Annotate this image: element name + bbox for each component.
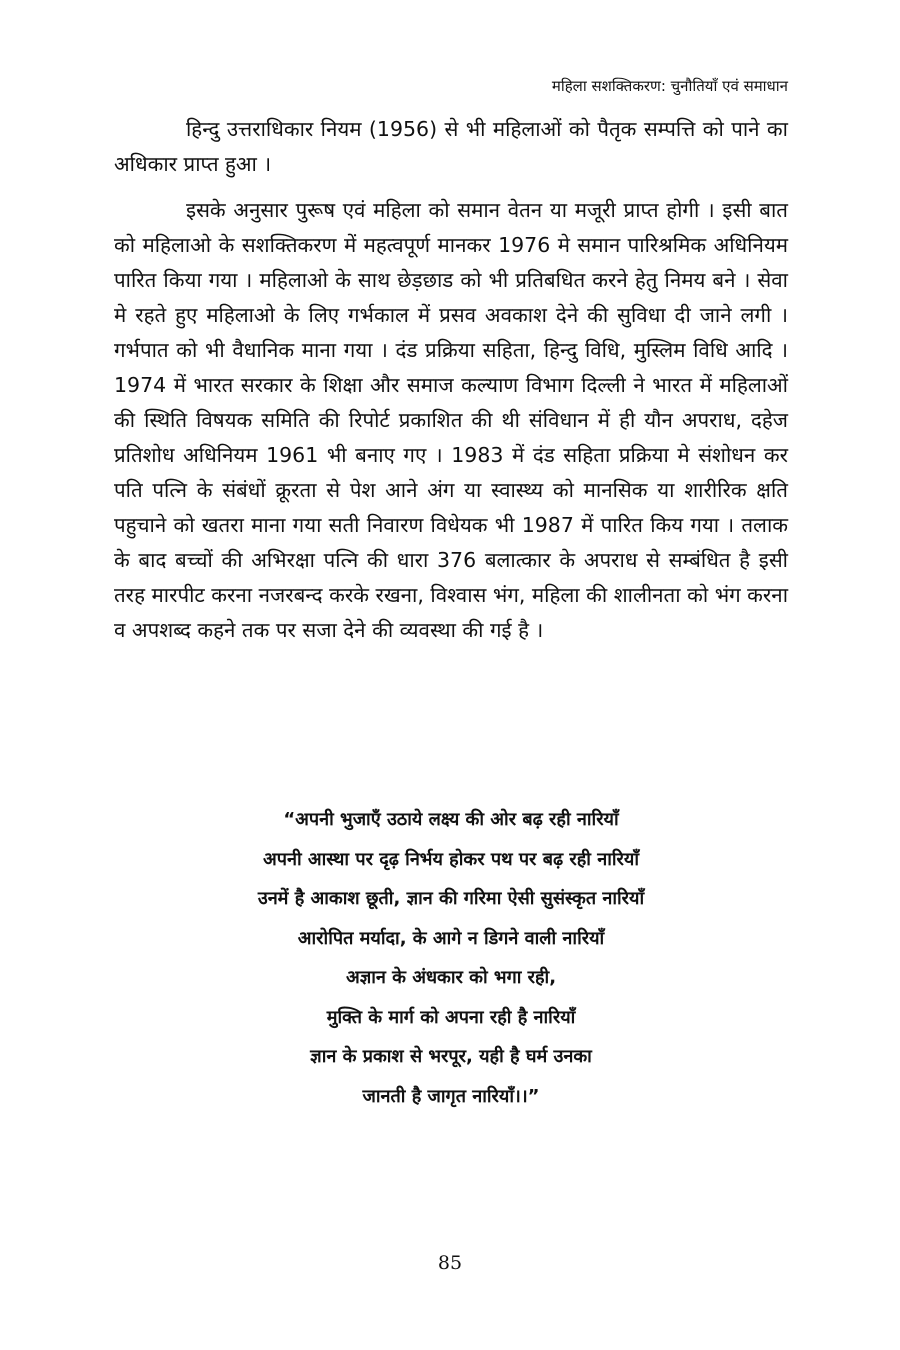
poem-line: मुक्ति के मार्ग को अपना रही है नारियाँ	[326, 1006, 576, 1028]
paragraph-inheritance: हिन्दु उत्तराधिकार नियम (1956) से भी महिलाओं को पैतृक सम्पत्ति को पाने का अधिकार प्राप्त हुआ ।	[114, 117, 788, 176]
poem-line: अपनी आस्था पर दृढ़ निर्भय होकर पथ पर बढ़ रही नारियाँ	[262, 848, 639, 870]
poem-line: अज्ञान के अंधकार को भगा रही,	[345, 967, 557, 988]
running-header: महिला सशक्तिकरण: चुनौतियाँ एवं समाधान	[551, 77, 788, 95]
page-number: 85	[437, 1252, 463, 1274]
poem-line: आरोपित मर्यादा, के आगे न डिगने वाली नारियाँ	[297, 927, 605, 949]
poem-line: जानती है जागृत नारियाँ।।”	[362, 1085, 540, 1107]
poem-block	[114, 800, 788, 1116]
poem-line: उनमें है आकाश छूती, ज्ञान की गरिमा ऐसी सुसंस्कृत नारियाँ	[257, 888, 645, 909]
paragraph-legal-provisions: इसके अनुसार पुरूष एवं महिला को समान वेतन या मजूरी प्राप्त होगी । इसी बात को महिलाओ के सशक्तिकरण में महत्वपूर्ण मानकर 1976 मे समान पारिश्रमिक अधिनियम पारित किया गया । महिलाओ के साथ छेड़छाड को भी प्रतिबधित करने हेतु निमय बने । सेवा मे रहते हुए महिलाओ के लिए गर्भकाल में प्रसव अवकाश देने की सुविधा दी जाने लगी । गर्भपात को भी वैधानिक माना गया । दंड प्रक्रिया सहिता, हिन्दु विधि, मुस्लिम विधि आदि । 1974 में भारत सरकार के शिक्षा और समाज कल्याण विभाग दिल्ली ने भारत में महिलाओं की स्थिति विषयक समिति की रिपोर्ट प्रकाशित की थी संविधान में ही यौन अपराध, दहेज प्रतिशोध अधिनियम 1961 भी बनाए गए । 1983 में दंड सहिता प्रक्रिया मे संशोधन कर पति पत्नि के संबंधों क्रूरता से पेश आने अंग या स्वास्थ्य को मानसिक या शारीरिक क्षति पहुचाने को खतरा माना गया सती निवारण विधेयक भी 1987 में पारित किय गया । तलाक के बाद बच्चों की अभिरक्षा पत्नि की धारा 376 बलात्कार के अपराध से सम्बंधित है इसी तरह मारपीट करना नजरबन्द करके रखना, विश्वास भंग, महिला की शालीनता को भंग करना व अपशब्द कहने तक पर सजा देने की व्यवस्था की गई है ।	[114, 198, 788, 642]
poem-line: “अपनी भुजाएँ उठाये लक्ष्य की ओर बढ़ रही नारियाँ	[283, 809, 619, 830]
body-text	[114, 112, 788, 648]
poem-line: ज्ञान के प्रकाश से भरपूर, यही है घर्म उनका	[310, 1046, 592, 1067]
